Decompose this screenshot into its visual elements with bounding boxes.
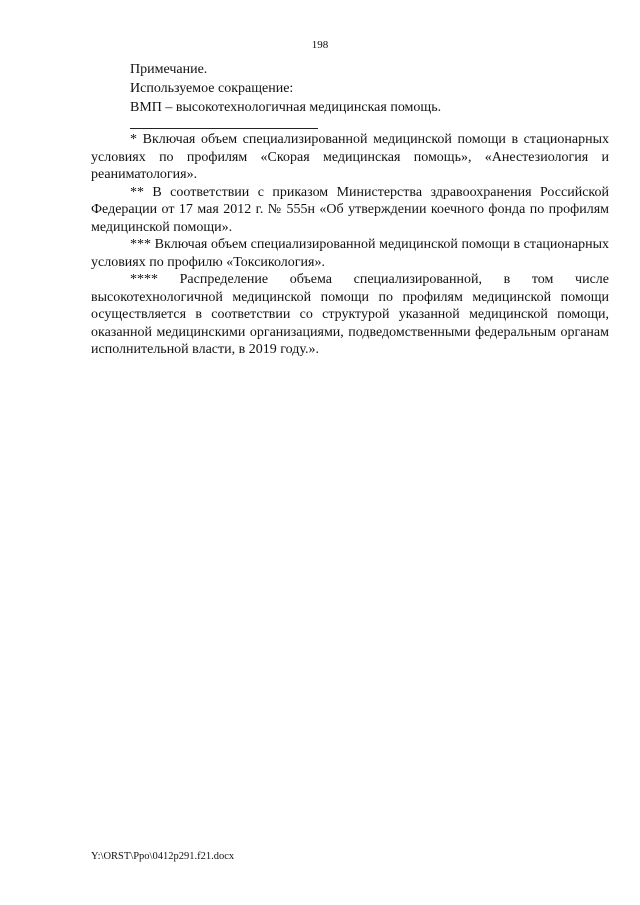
footnote-separator <box>130 128 318 129</box>
footnote-4: **** Распределение объема специализированной, в том числе высокотехнологичной медицинской помощи по профилям медицинской помощи осуществляется в соответствии со структурой указанной медицинской помощи, оказанной медицинскими организациями, подведомственными федеральным органам исполнительной власти, в 2019 году.». <box>91 272 609 357</box>
footnote-3: *** Включая объем специализированной медицинской помощи в стационарных условиях по профилю «Токсикология». <box>91 237 609 270</box>
abbreviation-heading: Используемое сокращение: <box>130 81 294 96</box>
footnotes <box>91 131 609 359</box>
footnote-1: * Включая объем специализированной медицинской помощи в стационарных условиях по профилям «Скорая медицинская помощь», «Анестезиология и реаниматология». <box>91 132 609 182</box>
note-block <box>130 60 550 117</box>
abbreviation-line: ВМП – высокотехнологичная медицинская помощь. <box>130 100 442 115</box>
page-number: 198 <box>311 39 329 51</box>
note-title: Примечание. <box>130 62 208 77</box>
footer-file-path: Y:\ORST\Ppo\0412p291.f21.docx <box>91 851 235 862</box>
footnote-2: ** В соответствии с приказом Министерства здравоохранения Российской Федерации от 17 мая 2012 г. № 555н «Об утверждении коечного фонда по профилям медицинской помощи». <box>91 184 609 235</box>
